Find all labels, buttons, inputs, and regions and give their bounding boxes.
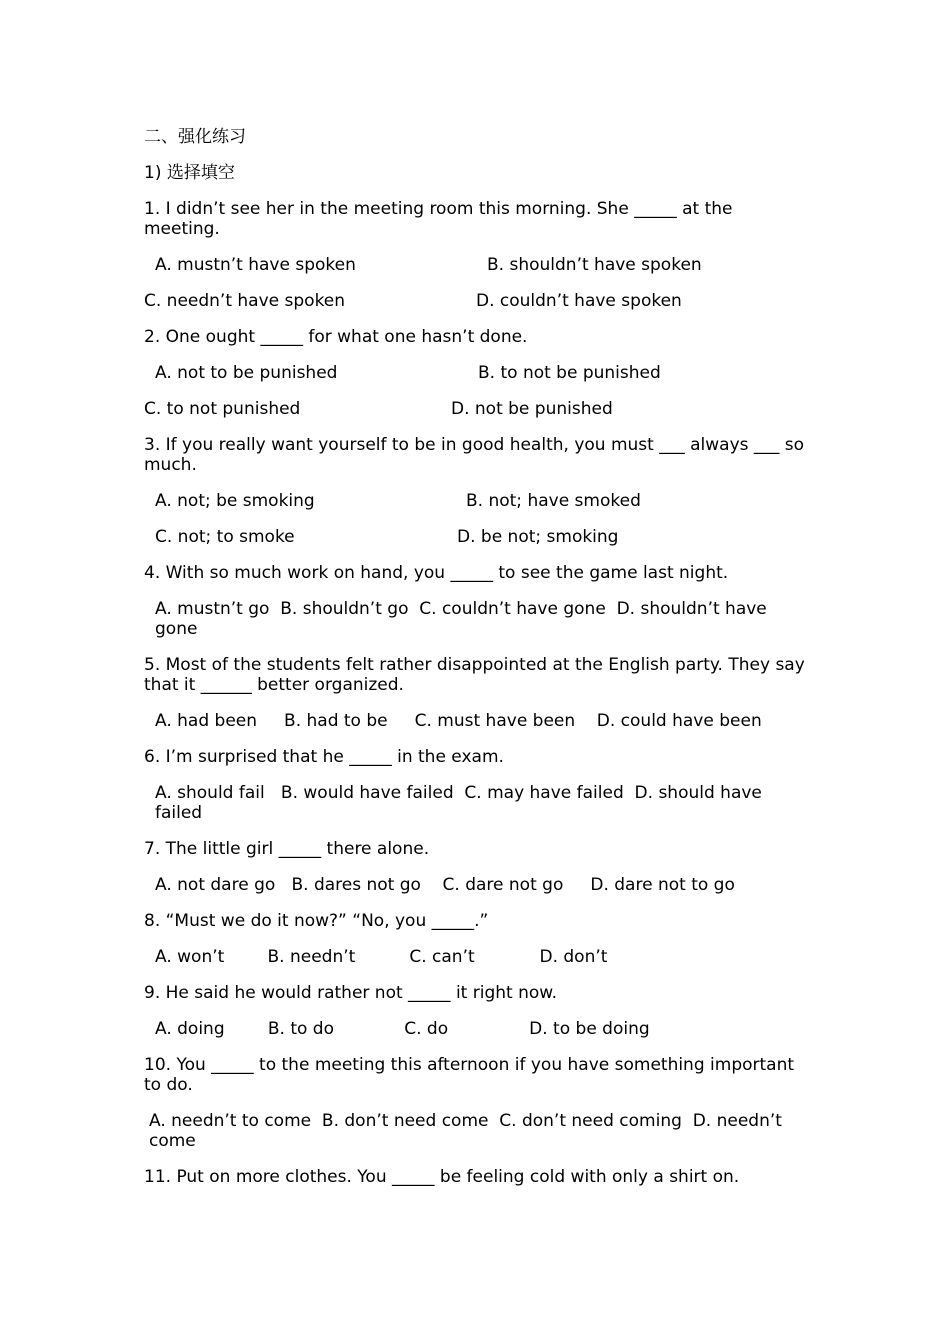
question-2-option-a: A. not to be punished [155,363,338,383]
question-1-option-a: A. mustn’t have spoken [155,255,356,275]
question-3-option-a: A. not; be smoking [155,491,315,511]
question-10: 10. You _____ to the meeting this afternoon if you have something important to do. [144,1055,800,1095]
question-4-options: A. mustn’t go B. shouldn’t go C. couldn’t have gone D. shouldn’t have gone [155,599,773,639]
question-3: 3. If you really want yourself to be in good health, you must ___ always ___ so much. [144,435,810,475]
question-1: 1. I didn’t see her in the meeting room this morning. She _____ at the meeting. [144,199,738,239]
document-content [144,127,812,1203]
question-2-options-row-1 [144,363,812,383]
question-5: 5. Most of the students felt rather disappointed at the English party. They say that it ______ better organized. [144,655,811,695]
question-2: 2. One ought _____ for what one hasn’t done. [144,327,528,347]
question-3-options-row-1 [144,491,812,511]
question-6: 6. I’m surprised that he _____ in the exam. [144,747,504,767]
question-11: 11. Put on more clothes. You _____ be feeling cold with only a shirt on. [144,1167,740,1187]
question-6-options: A. should fail B. would have failed C. may have failed D. should have failed [155,783,768,823]
question-2-option-d: D. not be punished [451,399,613,419]
question-8-options: A. won’t B. needn’t C. can’t D. don’t [155,947,608,967]
question-3-options-row-2 [144,527,812,547]
question-1-option-b: B. shouldn’t have spoken [487,255,702,275]
question-7: 7. The little girl _____ there alone. [144,839,430,859]
question-1-options-row-2 [144,291,812,311]
question-1-option-c: C. needn’t have spoken [144,291,346,311]
subsection-title: 1) 选择填空 [144,163,235,183]
question-9: 9. He said he would rather not _____ it right now. [144,983,558,1003]
question-3-option-c: C. not; to smoke [155,527,295,547]
question-3-option-b: B. not; have smoked [466,491,641,511]
question-4: 4. With so much work on hand, you _____ to see the game last night. [144,563,729,583]
question-2-option-b: B. to not be punished [478,363,661,383]
section-title: 二、强化练习 [144,127,246,147]
question-9-options: A. doing B. to do C. do D. to be doing [155,1019,650,1039]
question-1-options-row-1 [144,255,812,275]
question-2-options-row-2 [144,399,812,419]
question-1-option-d: D. couldn’t have spoken [476,291,682,311]
question-10-options: A. needn’t to come B. don’t need come C. don’t need coming D. needn’t come [149,1111,788,1151]
question-7-options: A. not dare go B. dares not go C. dare not go D. dare not to go [155,875,735,895]
question-5-options: A. had been B. had to be C. must have been D. could have been [155,711,762,731]
question-8: 8. “Must we do it now?” “No, you _____.” [144,911,489,931]
question-3-option-d: D. be not; smoking [457,527,619,547]
question-2-option-c: C. to not punished [144,399,301,419]
